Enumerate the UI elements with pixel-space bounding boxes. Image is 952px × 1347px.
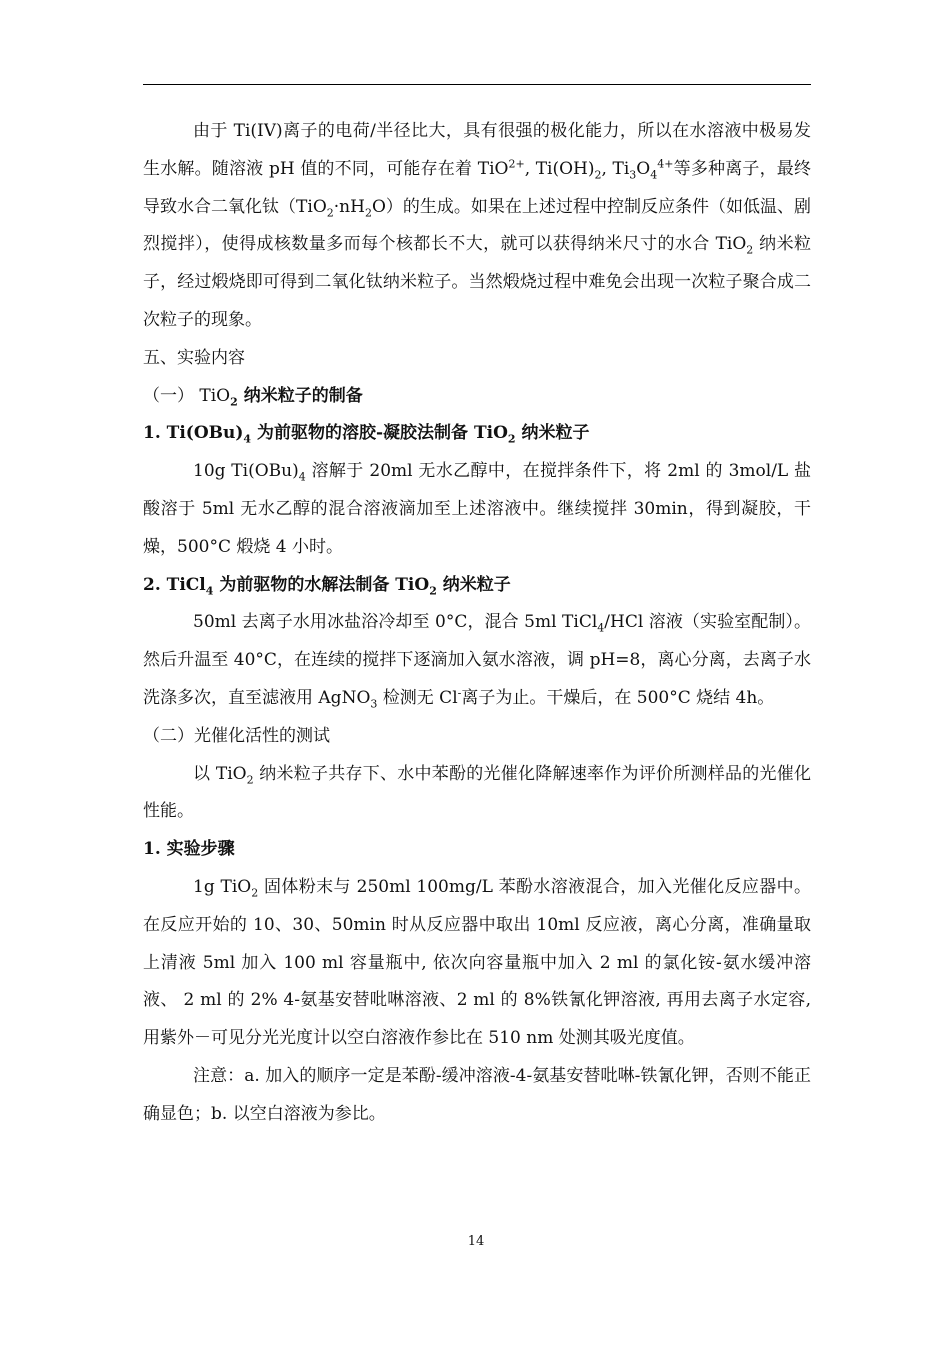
method1-heading: 1. $Ti(OBu)_4$ 为前驱物的溶胶-凝胶法制备 TiO$_2$ 纳米粒子 — [143, 423, 590, 446]
test-paragraph: 以 TiO$_2$ 纳米粒子共存下、水中苯酚的光催化降解速率作为评价所测样品的光催化性能。 — [143, 763, 811, 822]
page-number: 14 — [467, 1234, 485, 1249]
subsection-heading-test: （二）光催化活性的测试 — [143, 725, 330, 746]
section-heading: 五、实验内容 — [143, 347, 245, 368]
page-content — [143, 113, 811, 1134]
header-rule — [143, 84, 811, 85]
subsection-heading-preparation: （一） TiO$_2$ 纳米粒子的制备 — [143, 385, 363, 408]
method2-heading: 2. TiCl$_4$ 为前驱物的水解法制备 TiO$_2$ 纳米粒子 — [143, 574, 511, 597]
method1-paragraph: 10g $Ti(OBu)_4$ 溶解于 20ml 无水乙醇中，在搅拌条件下，将 2ml 的 3mol/L 盐酸溶于 5ml 无水乙醇的混合溶液滴加至上述溶液中。继续搅拌 30min，得到凝胶，干燥，500°C 煅烧 4 小时。 — [143, 461, 812, 557]
steps-heading: 1. 实验步骤 — [143, 839, 235, 860]
method2-paragraph: 50ml 去离子水用冰盐浴冷却至 0°C，混合 5ml TiCl$_4$/HCl 溶液（实验室配制）。然后升温至 40°C，在连续的搅拌下逐滴加入氨水溶液，调 pH=8，离心分离，去离子水洗涤多次，直至滤液用 AgNO$_3$ 检测无 Cl-离子为止。干燥后，在 500°C 烧结 4h。 — [143, 612, 811, 711]
intro-paragraph: 由于 Ti(IV)离子的电荷/半径比大，具有很强的极化能力，所以在水溶液中极易发生水解。随溶液 pH 值的不同，可能存在着 TiO$^{2+}$, $Ti(OH)_2$, $Ti_3O_4^{4+}$等多种离子，最终导致水合二氧化钛$(TiO_2\cdot nH_2O)$的生成。如果在上述过程中控制反应条件（如低温、剧烈搅拌），使得成核数量多而每个核都长不大，就可以获得纳米尺寸的水合 TiO$_2$ 纳米粒子，经过煅烧即可得到二氧化钛纳米粒子。当然煅烧过程中难免会出现一次粒子聚合成二次粒子的现象。 — [143, 121, 812, 330]
subsection-heading-bold: $_2$ 纳米粒子的制备 — [230, 385, 363, 408]
note-paragraph: 注意：a. 加入的顺序一定是苯酚-缓冲溶液-4-氨基安替吡啉-铁氰化钾，否则不能正确显色；b. 以空白溶液为参比。 — [143, 1065, 811, 1124]
steps-paragraph: 1g TiO$_2$ 固体粉末与 250ml 100mg/L 苯酚水溶液混合，加入光催化反应器中。在反应开始的 10、30、50min 时从反应器中取出 10ml 反应液，离心分离，准确量取上清液 5ml 加入 100 ml 容量瓶中, 依次向容量瓶中加入 2 ml 的氯化铵-氨水缓冲溶液、 2 ml 的 2% 4-氨基安替吡啉溶液、2 ml 的 8%铁氰化钾溶液, 再用去离子水定容, 用紫外－可见分光光度计以空白溶液作参比在 510 nm 处测其吸光度值。 — [143, 876, 811, 1049]
